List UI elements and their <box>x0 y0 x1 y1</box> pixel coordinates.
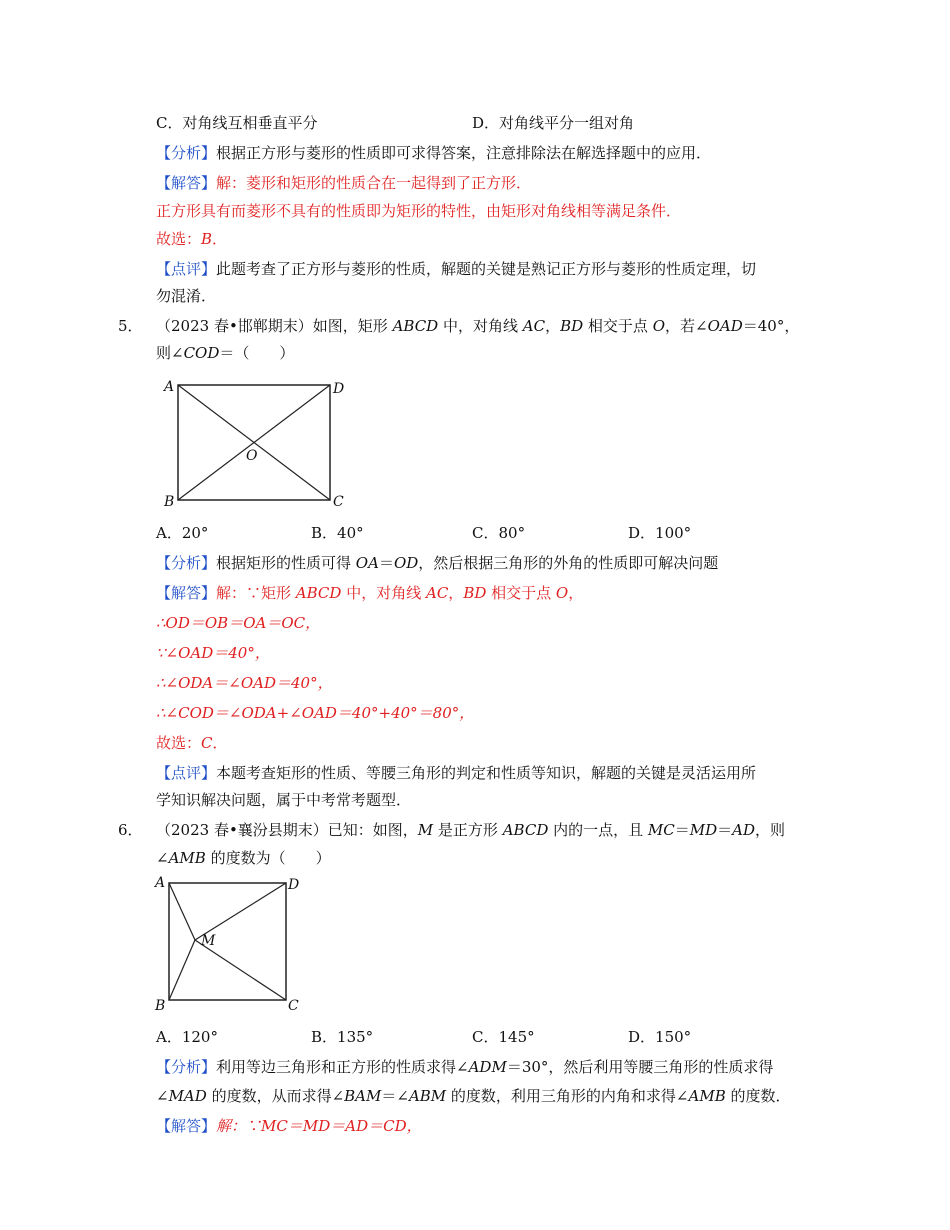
choice-letter: C <box>201 734 213 752</box>
answer-text: 解：菱形和矩形的性质合在一起得到了正方形． <box>216 174 532 192</box>
answer-var: AC <box>425 584 449 602</box>
q5-stem-text: 相交于点 <box>583 317 653 335</box>
prev-analysis <box>156 143 711 163</box>
answer-tag: 【解答】 <box>156 584 217 602</box>
q5-stem-text: 中，对角线 <box>438 317 523 335</box>
q5-option-b: B．40° <box>311 524 364 542</box>
analysis-var: ABM <box>408 1087 447 1105</box>
analysis-text: 的度数，从而求得∠ <box>206 1087 345 1105</box>
q6-option-c: C．145° <box>472 1028 535 1046</box>
label-o: O <box>246 448 258 464</box>
q5-answer-line2: ∴OD＝OB＝OA＝OC， <box>156 614 321 632</box>
choice-suffix: ． <box>212 230 228 248</box>
q5-stem-var: COD <box>183 344 220 362</box>
analysis-var: ADM <box>468 1058 507 1076</box>
q5-stem-text: ＝40°， <box>742 317 800 335</box>
q5-answer-choice <box>156 733 228 753</box>
analysis-tag: 【分析】 <box>156 1058 217 1076</box>
label-a: A <box>155 875 166 891</box>
q6-option-d: D．150° <box>628 1028 692 1046</box>
q6-square-figure <box>150 872 320 1018</box>
prev-answer-line1 <box>156 173 531 193</box>
label-a: A <box>164 379 175 395</box>
comment-tag: 【点评】 <box>156 260 217 278</box>
answer-text: 中，对角线 <box>341 584 426 602</box>
prev-comment-line1 <box>156 259 756 279</box>
segment-bm <box>169 940 195 1000</box>
q5-rectangle-figure <box>160 374 360 514</box>
answer-tag: 【解答】 <box>156 174 217 192</box>
label-m: M <box>201 933 216 949</box>
analysis-text: ＝ <box>378 554 394 572</box>
square-abcd <box>169 883 286 1000</box>
q6-stem-text: （2023 春•襄汾县期末）已知：如图， <box>156 821 418 839</box>
label-c: C <box>333 494 344 510</box>
label-c: C <box>288 998 299 1014</box>
prev-answer-choice <box>156 229 227 249</box>
q5-comment-line1 <box>156 763 756 783</box>
choice-letter: B <box>201 230 213 248</box>
q6-stem-text: 内的一点，且 <box>548 821 648 839</box>
segment-am <box>169 883 195 940</box>
q5-stem-var: OAD <box>707 317 743 335</box>
comment-text: 本题考查矩形的性质、等腰三角形的判定和性质等知识，解题的关键是灵活运用所 <box>216 764 757 782</box>
answer-var: ABCD <box>295 584 342 602</box>
q5-analysis <box>156 553 718 573</box>
label-d: D <box>333 381 345 397</box>
q6-stem-var: MC <box>647 821 675 839</box>
q6-stem-text: 是正方形 <box>433 821 503 839</box>
q6-option-a: A．120° <box>156 1028 218 1046</box>
q6-stem-var: ABCD <box>502 821 549 839</box>
q6-stem-text: ＝ <box>717 821 733 839</box>
q5-stem-text: （2023 春•邯郸期末）如图，矩形 <box>156 317 393 335</box>
q6-stem-var: AD <box>732 821 756 839</box>
analysis-text: 利用等边三角形和正方形的性质求得∠ <box>216 1058 469 1076</box>
analysis-text: 的度数，利用三角形的内角和求得∠ <box>446 1087 689 1105</box>
answer-text: 相交于点 <box>486 584 556 602</box>
q6-stem-var: M <box>417 821 434 839</box>
choice-suffix: ． <box>212 734 228 752</box>
comment-tag: 【点评】 <box>156 764 217 782</box>
analysis-text: ＝∠ <box>381 1087 409 1105</box>
analysis-text: 根据正方形与菱形的性质即可求得答案，注意排除法在解选择题中的应用． <box>216 144 712 162</box>
q6-stem-line1 <box>156 820 785 840</box>
q5-comment-line2: 学知识解决问题，属于中考常考题型． <box>156 791 412 809</box>
q5-stem-var: O <box>652 317 665 335</box>
q5-stem-line2 <box>156 343 294 363</box>
prev-comment-line2: 勿混淆． <box>156 287 217 305</box>
analysis-text: ，然后根据三角形的外角的性质即可解决问题 <box>418 554 719 572</box>
q6-analysis-line2 <box>156 1086 791 1106</box>
segment-mc <box>195 940 286 1000</box>
choice-prefix: 故选： <box>156 230 202 248</box>
analysis-var: BAM <box>344 1087 382 1105</box>
q5-answer-line1 <box>156 583 583 603</box>
prev-option-c: C．对角线互相垂直平分 <box>156 114 318 132</box>
q6-stem-text: 的度数为（ ） <box>205 849 331 867</box>
q5-answer-line3: ∵∠OAD＝40°， <box>156 644 270 662</box>
q6-analysis-line1 <box>156 1057 773 1077</box>
prev-answer-line2: 正方形具有而菱形不具有的性质即为矩形的特性，由矩形对角线相等满足条件． <box>156 202 682 220</box>
analysis-text: 的度数． <box>725 1087 791 1105</box>
q5-answer-line5: ∴∠COD＝∠ODA+∠OAD＝40°+40°＝80°， <box>156 704 475 722</box>
q5-option-a: A．20° <box>156 524 209 542</box>
analysis-text: ＝30°，然后利用等腰三角形的性质求得 <box>506 1058 774 1076</box>
analysis-var: OD <box>393 554 419 572</box>
q5-stem-var: BD <box>560 317 584 335</box>
analysis-var: AMB <box>688 1087 726 1105</box>
q6-stem-var: AMB <box>168 849 206 867</box>
q5-stem-var: AC <box>522 317 546 335</box>
q5-stem-text: ，若∠ <box>665 317 708 335</box>
q5-stem-line1 <box>156 316 799 336</box>
q5-stem-text: 则∠ <box>156 344 184 362</box>
q6-stem-line2 <box>156 848 331 868</box>
q6-number: 6． <box>118 821 143 839</box>
prev-option-d: D．对角线平分一组对角 <box>472 114 635 132</box>
analysis-tag: 【分析】 <box>156 144 217 162</box>
q6-option-b: B．135° <box>311 1028 374 1046</box>
analysis-tag: 【分析】 <box>156 554 217 572</box>
analysis-var: OA <box>355 554 379 572</box>
q5-number: 5． <box>118 317 143 335</box>
label-d: D <box>288 877 300 893</box>
analysis-text: ∠ <box>156 1087 169 1105</box>
q6-stem-text: ，则 <box>755 821 786 839</box>
q5-stem-var: ABCD <box>392 317 439 335</box>
answer-tag: 【解答】 <box>156 1117 217 1135</box>
answer-text: ， <box>448 584 464 602</box>
q5-option-d: D．100° <box>628 524 692 542</box>
q5-option-c: C．80° <box>472 524 526 542</box>
label-b: B <box>155 998 166 1014</box>
segment-md <box>195 883 286 940</box>
answer-text: ， <box>568 584 584 602</box>
answer-text: 解：∵矩形 <box>216 584 296 602</box>
label-b: B <box>164 494 175 510</box>
q6-stem-text: ∠ <box>156 849 169 867</box>
comment-text: 此题考查了正方形与菱形的性质，解题的关键是熟记正方形与菱形的性质定理，切 <box>216 260 757 278</box>
q5-stem-text: ＝（ ） <box>219 344 295 362</box>
q5-answer-line4: ∴∠ODA＝∠OAD＝40°， <box>156 674 333 692</box>
analysis-var: MAD <box>168 1087 207 1105</box>
analysis-text: 根据矩形的性质可得 <box>216 554 356 572</box>
q6-answer-line1 <box>156 1116 422 1136</box>
answer-var: O <box>555 584 569 602</box>
q6-stem-text: ＝ <box>674 821 690 839</box>
answer-var: BD <box>463 584 487 602</box>
choice-prefix: 故选： <box>156 734 202 752</box>
answer-text: 解：∵MC＝MD＝AD＝CD， <box>216 1117 422 1135</box>
q6-stem-var: MD <box>689 821 718 839</box>
q5-stem-text: ， <box>545 317 561 335</box>
